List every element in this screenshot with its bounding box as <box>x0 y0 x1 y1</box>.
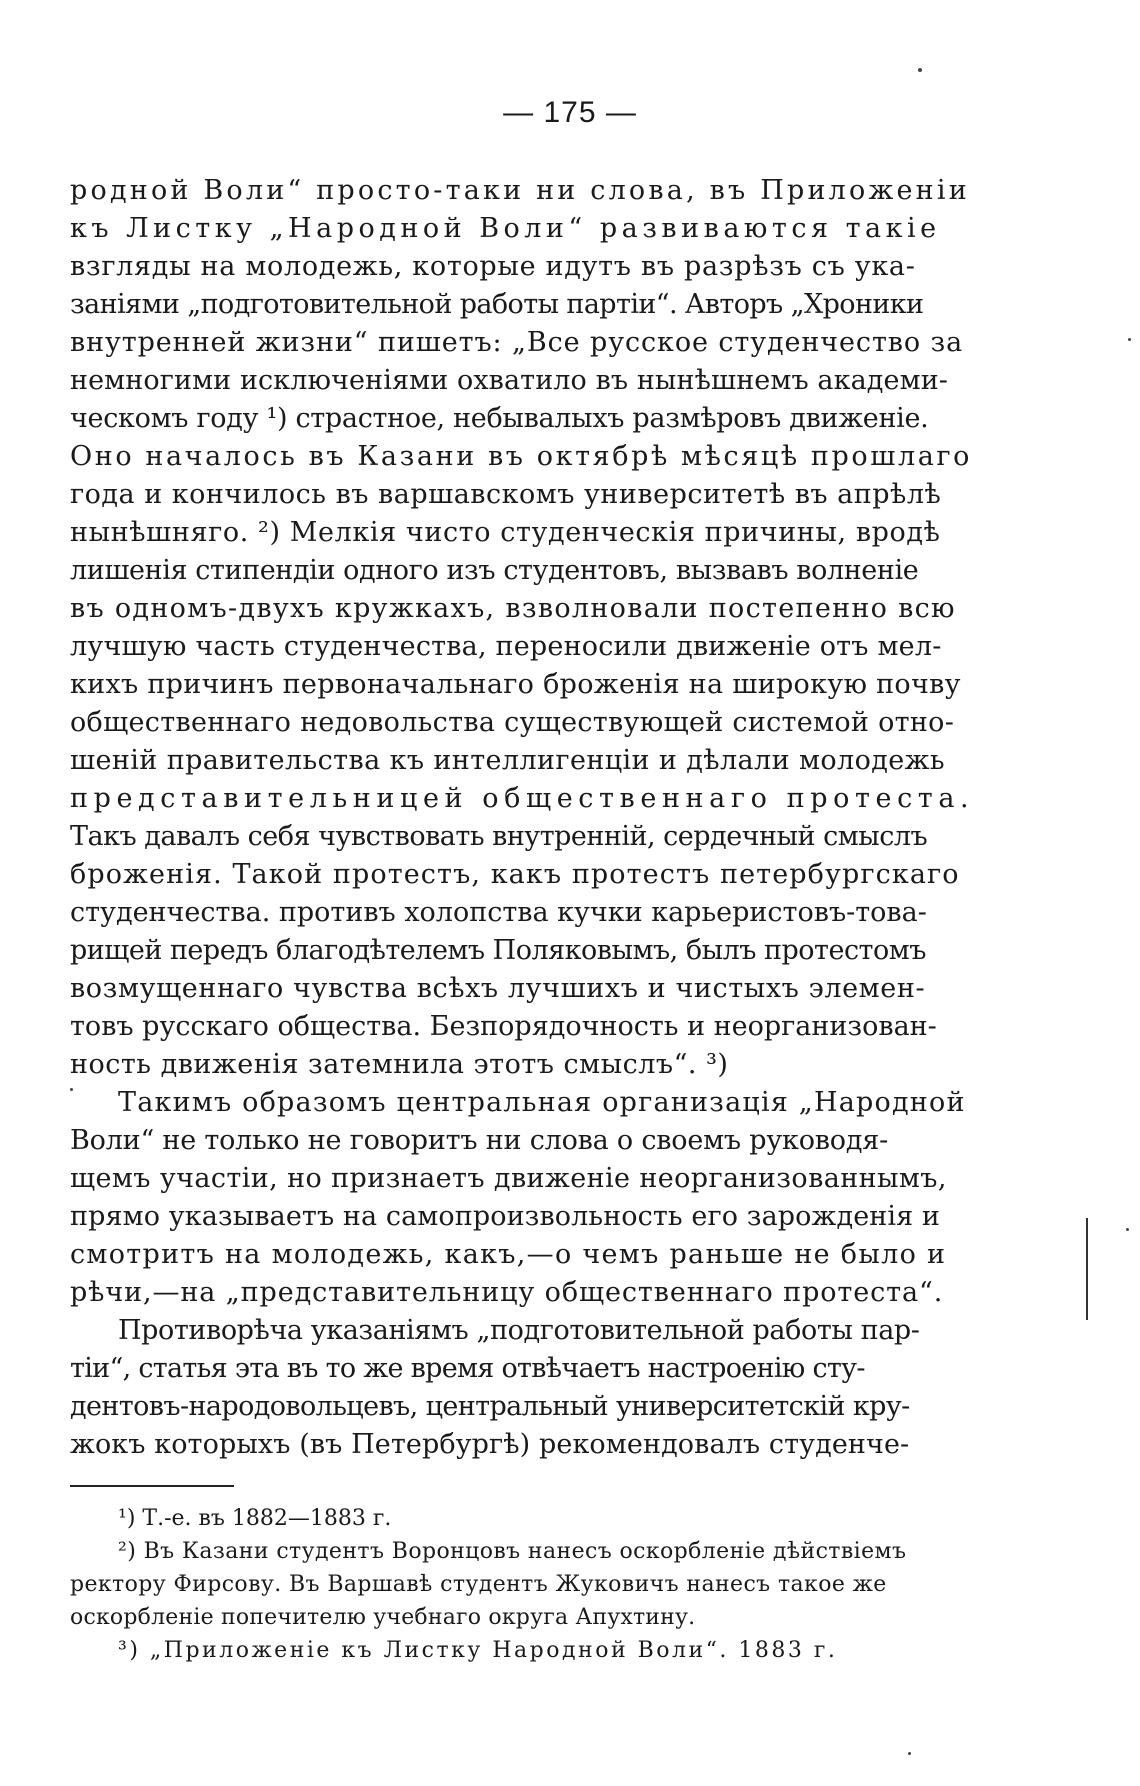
body-line: Противорѣча указанiямъ „подготовительной работы пар- <box>118 1315 920 1346</box>
body-line: Такъ давалъ себя чувствовать внутреннiй, сердечный смыслъ <box>70 821 928 852</box>
body-line: внутренней жизни“ пишетъ: „Все русское студенчество за <box>70 327 964 358</box>
body-line: прямо указываетъ на самопроизвольность его зарожденiя и <box>70 1201 941 1232</box>
scan-speck <box>908 1752 911 1755</box>
body-line: занiями „подготовительной работы партiи“. Авторъ „Хроники <box>70 289 924 320</box>
margin-mark <box>1086 1218 1088 1320</box>
body-line: нынѣшняго. ²) Мелкiя чисто студенческiя причины, вродѣ <box>70 517 941 548</box>
body-line: возмущеннаго чувства всѣхъ лучшихъ и чистыхъ элемен- <box>70 973 926 1004</box>
footnote-rule <box>70 1485 234 1487</box>
body-line: Такимъ образомъ центральная организацiя „Народной <box>118 1087 966 1118</box>
body-line: рѣчи,—на „представительницу общественнаго протеста“. <box>70 1277 944 1308</box>
body-line: смотритъ на молодежь, какъ,—о чемъ раньше не было и <box>70 1239 947 1270</box>
body-line: ческомъ году ¹) страстное, небывалыхъ размѣровъ движенiе. <box>70 403 929 434</box>
body-line: тiи“, статья эта въ то же время отвѣчаетъ настроенiю сту- <box>70 1353 865 1384</box>
footnote-line: оскорбленiе попечителю учебнаго округа Апухтину. <box>70 1605 696 1630</box>
body-line: лишенiя стипендiи одного изъ студентовъ, вызвавъ волненiе <box>70 555 919 586</box>
page-number: — 175 — <box>503 96 637 129</box>
body-line: взгляды на молодежь, которые идутъ въ разрѣзъ съ ука- <box>70 251 916 282</box>
body-line: немногими исключенiями охватило въ нынѣшнемъ академи- <box>70 365 949 396</box>
footnote-line: ректору Фирсову. Въ Варшавѣ студентъ Жуковичъ нанесъ такое же <box>70 1572 887 1597</box>
scan-speck <box>1126 1228 1129 1231</box>
body-line: лучшую часть студенчества, переносили движенiе отъ мел- <box>70 631 942 662</box>
body-text <box>70 172 1070 1464</box>
body-line: года и кончилось въ варшавскомъ университетѣ въ апрѣлѣ <box>70 479 942 510</box>
body-line: щемъ участiи, но признаетъ движенiе неорганизованнымъ, <box>70 1163 947 1194</box>
footnote-line: ¹) Т.-е. въ 1882—1883 г. <box>118 1506 392 1531</box>
body-line: къ Листку „Народной Воли“ развиваются такie <box>70 213 941 244</box>
body-line: жокъ которыхъ (въ Петербургѣ) рекомендовалъ студенче- <box>70 1429 910 1460</box>
scan-speck <box>918 68 922 72</box>
body-line: кихъ причинъ первоначальнаго броженiя на широкую почву <box>70 669 961 700</box>
body-line: Оно началось въ Казани въ октябрѣ мѣсяцѣ прошлаго <box>70 441 972 472</box>
body-line: въ одномъ-двухъ кружкахъ, взволновали постепенно всю <box>70 593 956 624</box>
footnotes <box>70 1502 1070 1667</box>
body-line: шенiй правительства къ интеллигенцiи и дѣлали молодежь <box>70 745 945 776</box>
body-line: товъ русскаго общества. Безпорядочность и неорганизован- <box>70 1011 937 1042</box>
scan-speck <box>70 1088 73 1091</box>
footnote-line: ²) Въ Казани студентъ Воронцовъ нанесъ оскорбленiе дѣйствiемъ <box>118 1539 907 1564</box>
footnote-line: ³) „Приложенiе къ Листку Народной Воли“. 1883 г. <box>118 1638 838 1663</box>
body-line: общественнаго недовольства существующей системой отно- <box>70 707 955 738</box>
body-line: студенчества. противъ холопства кучки карьеристовъ-това- <box>70 897 927 928</box>
body-line: родной Воли“ просто-таки ни слова, въ Приложенiи <box>70 175 970 206</box>
scan-speck <box>1128 338 1131 341</box>
body-line: рищей передъ благодѣтелемъ Поляковымъ, былъ протестомъ <box>70 935 926 966</box>
body-line: дентовъ-народовольцевъ, центральный университетскiй кру- <box>70 1391 910 1422</box>
body-line: ность движенiя затемнила этотъ смыслъ“. ³) <box>70 1049 729 1080</box>
body-line: броженiя. Такой протестъ, какъ протестъ петербургскаго <box>70 859 960 890</box>
body-line: представительницей общественнаго протеста. <box>70 783 975 814</box>
body-line: Воли“ не только не говоритъ ни слова о своемъ руководя- <box>70 1125 889 1156</box>
